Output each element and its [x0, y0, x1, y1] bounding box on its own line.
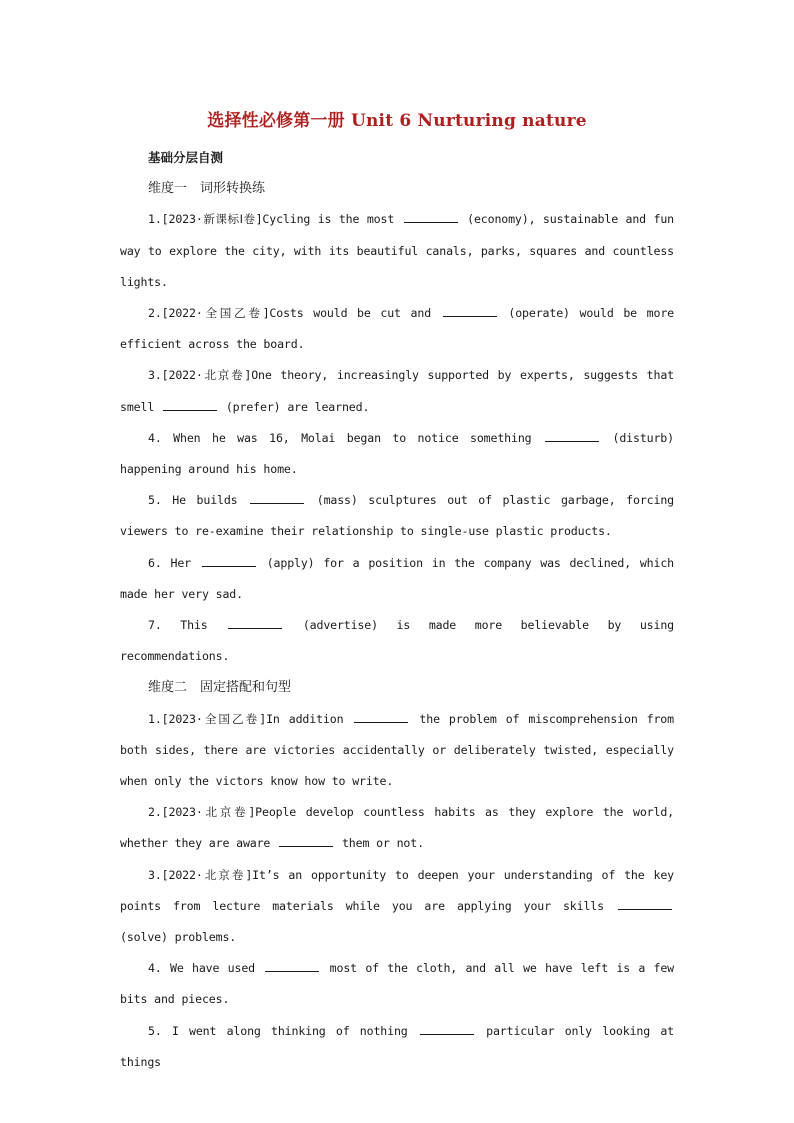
item-text-before: We have used	[170, 961, 255, 976]
item-number: 7.	[148, 618, 162, 633]
answer-blank[interactable]	[163, 400, 217, 411]
answer-blank[interactable]	[202, 556, 256, 567]
item-text-before: Her	[170, 555, 192, 570]
answer-blank[interactable]	[420, 1024, 474, 1035]
answer-blank[interactable]	[354, 712, 408, 723]
item-number: 2.	[148, 306, 162, 321]
item-number: 6.	[148, 555, 162, 570]
exercise-item	[120, 548, 674, 610]
item-text-before: [2022·北京卷]One theory, increasingly supported by experts, suggests that smell	[120, 368, 674, 414]
item-text-after: most of the cloth, and all we have left is a few bits and pieces.	[120, 961, 675, 1007]
exercise-item	[120, 360, 674, 422]
exercise-item	[120, 423, 674, 485]
answer-blank[interactable]	[443, 306, 497, 317]
answer-blank[interactable]	[265, 961, 319, 972]
item-number: 4.	[148, 430, 162, 445]
item-text-after: (economy), sustainable and fun way to explore the city, with its beautiful canals, parks, squares and countless lights.	[120, 212, 674, 289]
exercise-item	[120, 860, 674, 954]
answer-blank[interactable]	[404, 212, 458, 223]
item-text-before: This	[180, 618, 208, 633]
dimension-heading: 维度二 固定搭配和句型	[148, 680, 292, 696]
answer-blank[interactable]	[279, 836, 333, 847]
dimension-heading: 维度一 词形转换练	[148, 181, 266, 197]
item-text-after: the problem of miscomprehension from both sides, there are victories accidentally or deliberately twisted, especially when only the victors know how to write.	[120, 711, 674, 789]
item-number: 5.	[148, 1023, 162, 1038]
exercise-item	[120, 204, 674, 298]
item-text-after: particular only looking at things	[120, 1023, 674, 1069]
item-text-before: [2023·北京卷]People develop countless habits as they explore the world, whether they are aware	[120, 805, 674, 851]
answer-blank[interactable]	[545, 431, 599, 442]
item-text-before: When he was 16, Molai began to notice something	[173, 430, 532, 445]
item-text-after: (prefer) are learned.	[225, 399, 370, 414]
item-number: 1.	[148, 711, 162, 726]
item-text-after: (disturb) happening around his home.	[120, 430, 674, 477]
page-title: 选择性必修第一册 Unit 6 Nurturing nature	[207, 111, 587, 131]
exercise-item	[120, 704, 674, 798]
item-number: 3.	[148, 867, 162, 882]
item-text-before: He builds	[172, 493, 238, 508]
item-number: 3.	[148, 368, 162, 383]
exercise-item	[120, 610, 674, 672]
answer-blank[interactable]	[228, 618, 282, 629]
item-text-before: [2023·新课标Ⅰ卷]Cycling is the most	[161, 212, 395, 227]
item-text-after: (apply) for a position in the company was declined, which made her very sad.	[120, 555, 675, 601]
item-number: 4.	[148, 961, 162, 976]
section-heading: 基础分层自测	[148, 150, 224, 165]
item-number: 1.	[148, 212, 162, 227]
exercise-content	[120, 142, 674, 1078]
exercise-item	[120, 953, 674, 1015]
item-text-after: (mass) sculptures out of plastic garbage, forcing viewers to re-examine their relationship to single-use plastic products.	[120, 493, 674, 539]
item-text-before: [2023·全国乙卷]In addition	[161, 711, 344, 726]
answer-blank[interactable]	[618, 899, 672, 910]
item-text-before: [2022·全国乙卷]Costs would be cut and	[161, 306, 432, 321]
exercise-item	[120, 485, 674, 547]
item-text-after: (advertise) is made more believable by using recommendations.	[120, 618, 674, 664]
exercise-item	[120, 298, 674, 360]
item-number: 5.	[148, 493, 162, 508]
item-text-before: I went along thinking of nothing	[171, 1023, 408, 1038]
item-text-after: (operate) would be more efficient across the board.	[120, 306, 674, 352]
exercise-item	[120, 1016, 674, 1078]
item-number: 2.	[148, 805, 162, 820]
item-text-after: (solve) problems.	[120, 930, 237, 945]
exercise-item	[120, 797, 674, 859]
answer-blank[interactable]	[250, 493, 304, 504]
item-text-before: [2022·北京卷]It’s an opportunity to deepen your understanding of the key points from lecture materials while you are applying your skills	[120, 867, 674, 913]
item-text-after: them or not.	[341, 836, 424, 851]
